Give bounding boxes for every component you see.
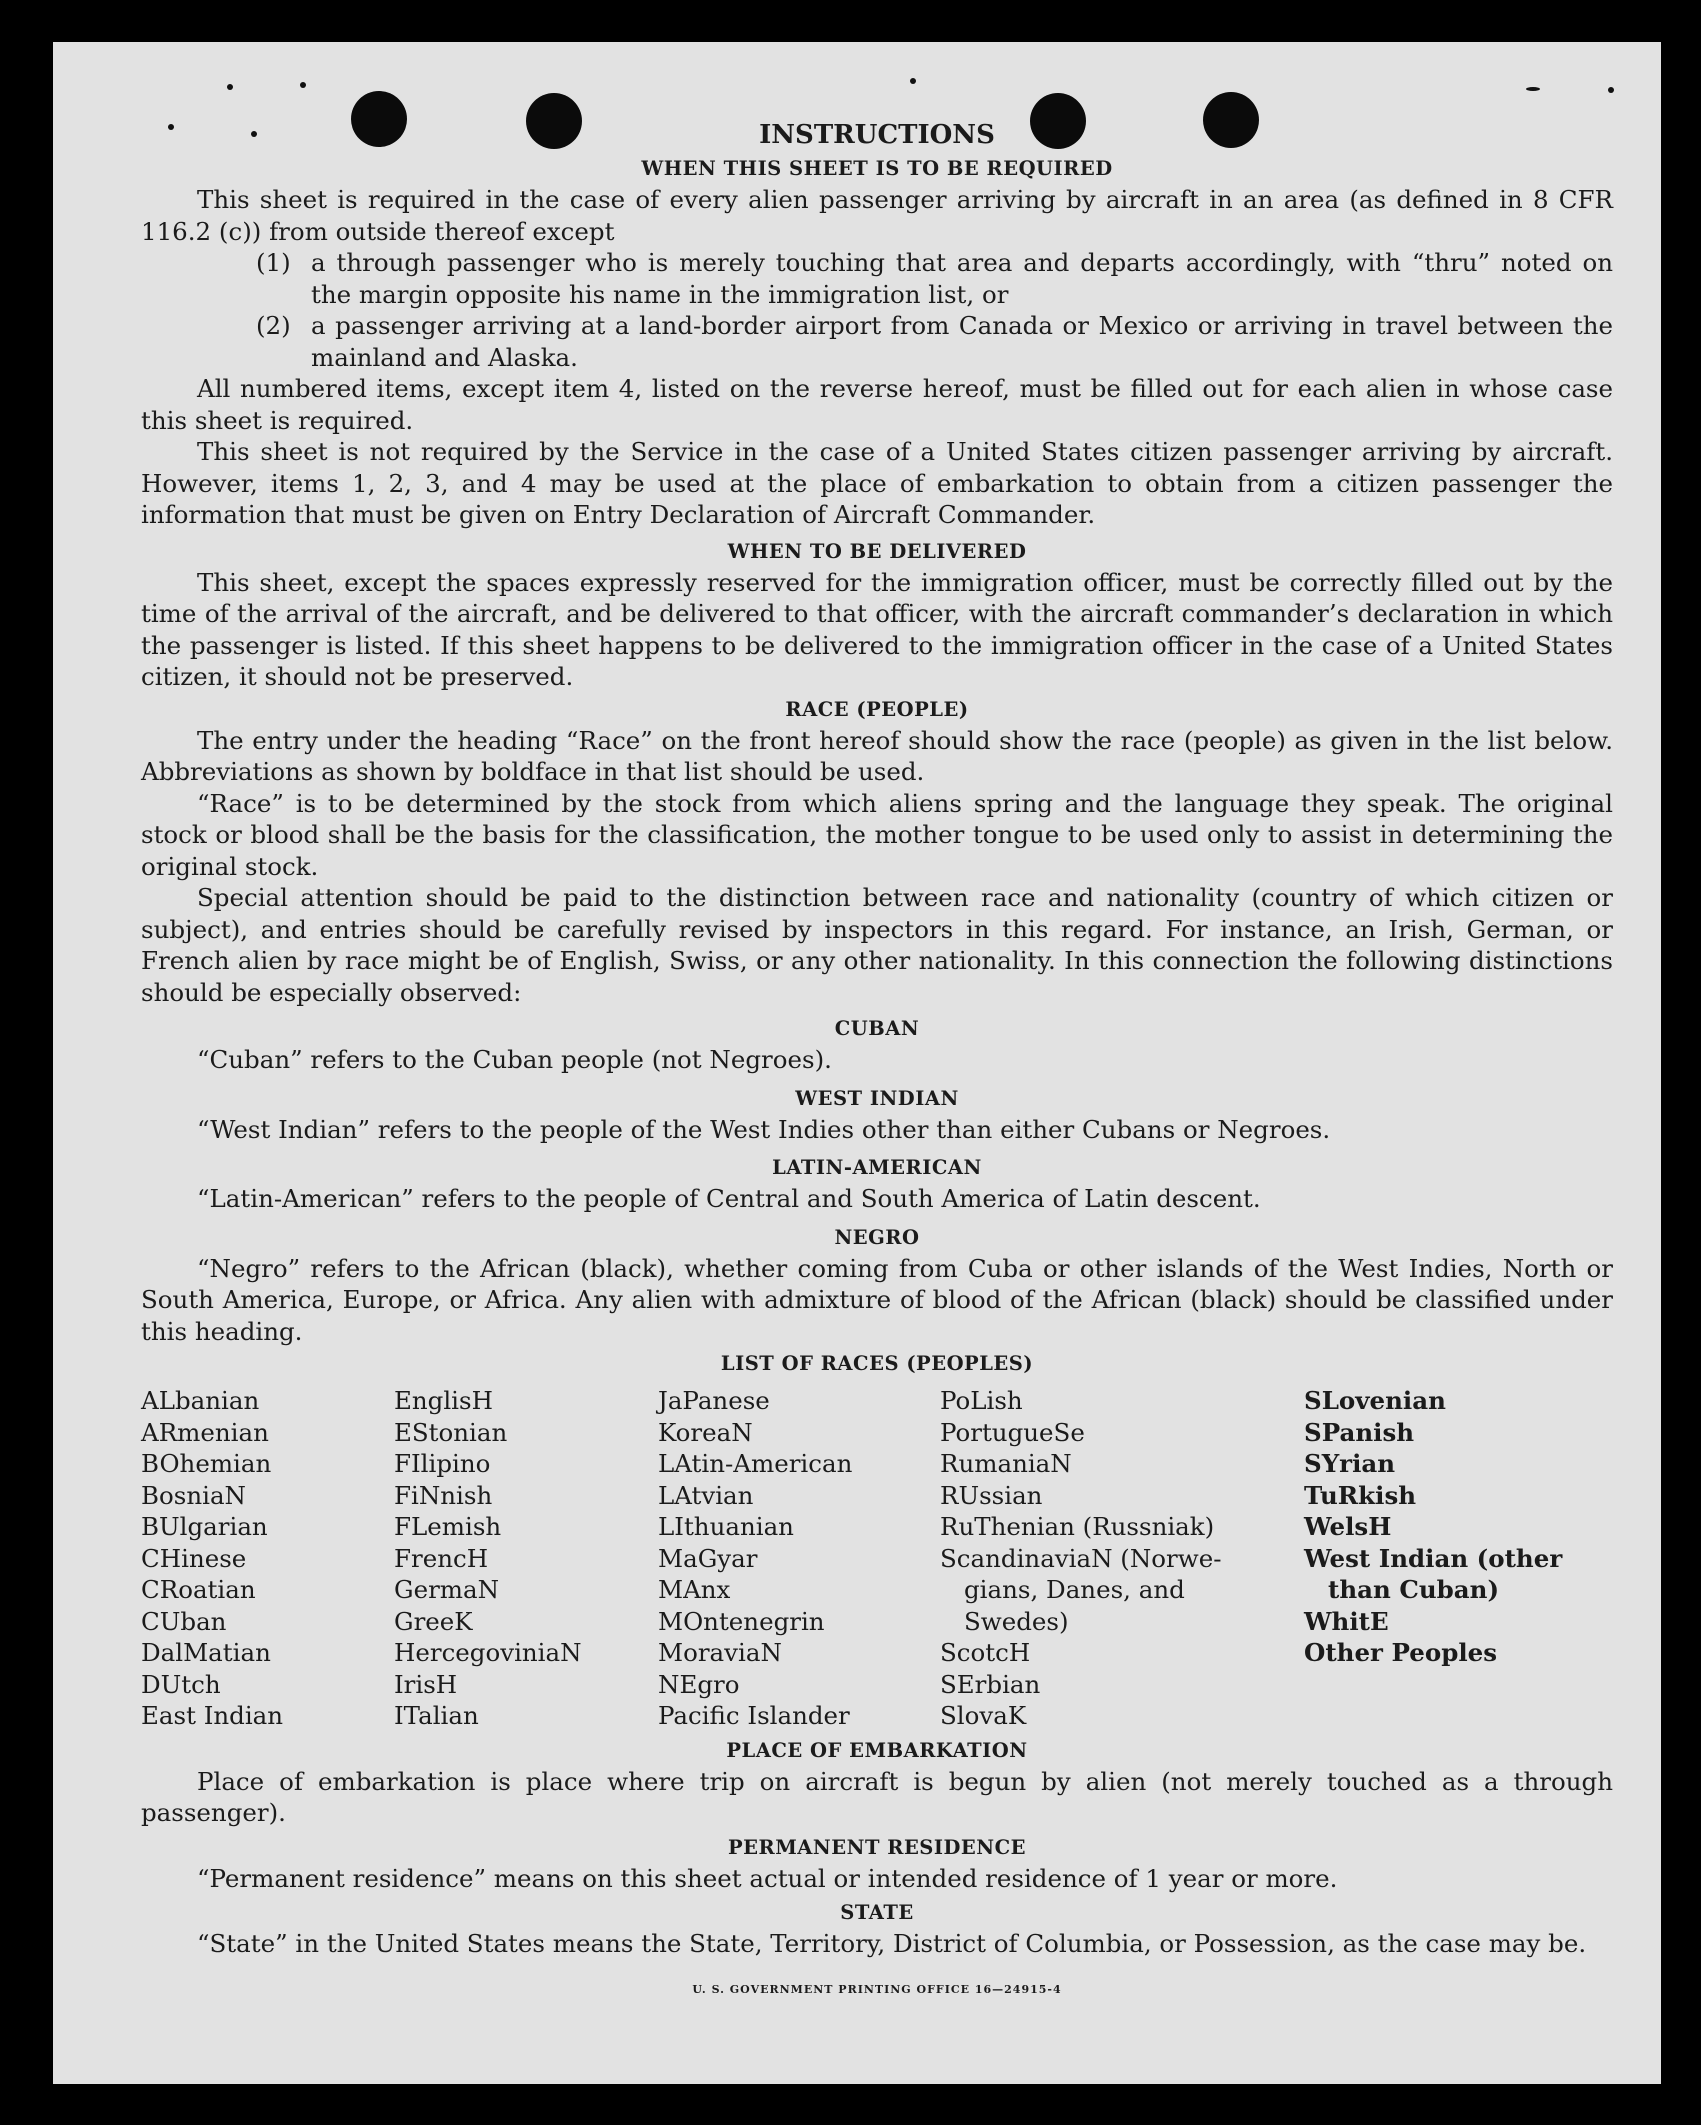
race-entry: LAtvian bbox=[658, 1480, 754, 1510]
race-entry: PoLish bbox=[940, 1386, 1023, 1415]
race-entry: ARmenian bbox=[141, 1417, 269, 1447]
race-entry: Other Peoples bbox=[1304, 1638, 1498, 1667]
race-entry: CUban bbox=[141, 1606, 227, 1636]
race-entry: MaGyar bbox=[658, 1543, 758, 1573]
latin-american-text: “Latin-American” refers to the people of Central and South America of Latin descent. bbox=[197, 1184, 1261, 1213]
race-entry: gians, Danes, and bbox=[964, 1575, 1185, 1604]
race-entry: FrencH bbox=[394, 1543, 489, 1573]
race-entry: FIlipino bbox=[394, 1449, 491, 1478]
heading-embarkation: PLACE OF EMBARKATION bbox=[726, 1738, 1028, 1762]
race-entry: CRoatian bbox=[141, 1575, 256, 1604]
heading-negro: NEGRO bbox=[834, 1225, 920, 1249]
race-entry: SLovenian bbox=[1304, 1386, 1446, 1415]
races-column-1 bbox=[141, 1385, 394, 1732]
race-entry: JaPanese bbox=[658, 1386, 770, 1415]
content bbox=[141, 118, 1613, 2005]
race-entry: Swedes) bbox=[964, 1606, 1069, 1636]
race-entry: BUlgarian bbox=[141, 1512, 268, 1541]
exception-item-1 bbox=[141, 247, 1613, 310]
west-indian-text: “West Indian” refers to the people of the West Indies other than either Cubans or Negroes. bbox=[197, 1114, 1331, 1144]
race-entry: RuThenian (Russniak) bbox=[940, 1512, 1215, 1541]
races-list bbox=[141, 1385, 1613, 1732]
page-title: INSTRUCTIONS bbox=[759, 120, 995, 150]
speck bbox=[1526, 87, 1540, 91]
residence-text: “Permanent residence” means on this sheet actual or intended residence of 1 year or more. bbox=[197, 1863, 1338, 1893]
heading-cuban: CUBAN bbox=[834, 1017, 920, 1040]
race-entry: GermaN bbox=[394, 1575, 500, 1604]
races-column-2 bbox=[394, 1385, 658, 1732]
required-para-2: All numbered items, except item 4, listed on the reverse hereof, must be filled out for each alien in whose case this sheet is required. bbox=[141, 374, 1613, 435]
race-entry: MOntenegrin bbox=[658, 1606, 825, 1636]
race-entry: ScotcH bbox=[940, 1638, 1031, 1667]
race-entry: EStonian bbox=[394, 1417, 508, 1447]
exception-text: a through passenger who is merely touching that area and departs accordingly, with “thru” noted on the margin opposite his name in the immigration list, or bbox=[311, 248, 1613, 309]
race-entry: SErbian bbox=[940, 1669, 1041, 1699]
heading-required: WHEN THIS SHEET IS TO BE REQUIRED bbox=[641, 157, 1113, 180]
heading-state: STATE bbox=[840, 1901, 914, 1924]
race-entry: LIthuanian bbox=[658, 1512, 794, 1541]
speck bbox=[300, 82, 306, 88]
heading-latin-american: LATIN-AMERICAN bbox=[772, 1156, 982, 1179]
races-column-5 bbox=[1304, 1385, 1604, 1732]
race-entry: LAtin-American bbox=[658, 1449, 853, 1478]
document-sheet bbox=[53, 42, 1661, 2084]
printing-office-footer: U. S. GOVERNMENT PRINTING OFFICE 16—24915-4 bbox=[692, 1982, 1062, 1996]
heading-west-indian: WEST INDIAN bbox=[795, 1086, 959, 1110]
races-column-4 bbox=[940, 1385, 1304, 1732]
race-entry: East Indian bbox=[141, 1701, 284, 1730]
exception-text: a passenger arriving at a land-border airport from Canada or Mexico or arriving in travel between the mainland and Alaska. bbox=[311, 311, 1613, 372]
race-entry: DUtch bbox=[141, 1669, 221, 1699]
required-para-3: This sheet is not required by the Service in the case of a United States citizen passenger arriving by aircraft. However, items 1, 2, 3, and 4 may be used at the place of embarkation to obtain from a citizen passenger the information that must be given on Entry Declaration of Aircraft Commander. bbox=[141, 437, 1613, 529]
cuban-text: “Cuban” refers to the Cuban people (not Negroes). bbox=[197, 1045, 832, 1074]
required-intro: This sheet is required in the case of every alien passenger arriving by aircraft in an area (as defined in 8 CFR 116.2 (c)) from outside thereof except bbox=[141, 185, 1613, 246]
race-entry: DalMatian bbox=[141, 1638, 271, 1667]
delivered-text: This sheet, except the spaces expressly reserved for the immigration officer, must be correctly filled out by the time of the arrival of the aircraft, and be delivered to that officer, with the aircraft commander’s declaration in which the passenger is listed. If this sheet happens to be delivered to the immigration officer in the case of a United States citizen, it should not be preserved. bbox=[141, 567, 1613, 691]
race-entry: than Cuban) bbox=[1328, 1575, 1500, 1604]
race-entry: WelsH bbox=[1304, 1512, 1392, 1541]
negro-text: “Negro” refers to the African (black), whether coming from Cuba or other islands of the West Indies, North or South America, Europe, or Africa. Any alien with admixture of blood of the African (black) should be classified under this heading. bbox=[141, 1253, 1613, 1346]
race-entry: RUssian bbox=[940, 1480, 1043, 1510]
race-para-1: The entry under the heading “Race” on the front hereof should show the race (people) as given in the list below. Abbreviations as shown by boldface in that list should be used. bbox=[141, 725, 1613, 786]
race-entry: ITalian bbox=[394, 1701, 479, 1730]
embarkation-text: Place of embarkation is place where trip on aircraft is begun by alien (not merely touched as a through passenger). bbox=[141, 1766, 1613, 1827]
race-entry: SYrian bbox=[1304, 1449, 1396, 1478]
race-entry: MoraviaN bbox=[658, 1638, 782, 1667]
race-entry: MAnx bbox=[658, 1575, 731, 1604]
heading-delivered: WHEN TO BE DELIVERED bbox=[727, 539, 1027, 563]
race-para-2: “Race” is to be determined by the stock from which aliens spring and the language they speak. The original stock or blood shall be the basis for the classification, the mother tongue to be used only to assist in determining the original stock. bbox=[141, 788, 1613, 881]
races-column-3 bbox=[658, 1385, 940, 1732]
speck bbox=[1608, 87, 1614, 93]
race-entry: KoreaN bbox=[658, 1417, 753, 1447]
race-entry: WhitE bbox=[1304, 1606, 1389, 1636]
race-entry: HercegoviniaN bbox=[394, 1638, 582, 1667]
race-entry: FLemish bbox=[394, 1512, 502, 1541]
exception-num: (2) bbox=[256, 311, 291, 340]
race-entry: BOhemian bbox=[141, 1449, 272, 1478]
race-entry: IrisH bbox=[394, 1669, 458, 1699]
state-text: “State” in the United States means the State, Territory, District of Columbia, or Possession, as the case may be. bbox=[197, 1929, 1587, 1958]
race-entry: SPanish bbox=[1304, 1417, 1415, 1447]
speck bbox=[910, 78, 916, 84]
race-entry: TuRkish bbox=[1304, 1480, 1417, 1510]
exception-item-2 bbox=[141, 310, 1613, 373]
heading-residence: PERMANENT RESIDENCE bbox=[727, 1835, 1026, 1859]
heading-race: RACE (PEOPLE) bbox=[785, 697, 969, 721]
race-entry: Pacific Islander bbox=[658, 1701, 850, 1730]
race-entry: CHinese bbox=[141, 1543, 247, 1573]
race-entry: EnglisH bbox=[394, 1386, 493, 1415]
race-entry: FiNnish bbox=[394, 1480, 493, 1510]
race-entry: GreeK bbox=[394, 1606, 473, 1636]
exception-num: (1) bbox=[256, 248, 291, 277]
race-entry: ScandinaviaN (Norwe- bbox=[940, 1543, 1222, 1573]
race-entry: SlovaK bbox=[940, 1701, 1027, 1730]
race-para-3: Special attention should be paid to the distinction between race and nationality (country of which citizen or subject), and entries should be carefully revised by inspectors in this regard. For instance, an Irish, German, or French alien by race might be of English, Swiss, or any other nationality. In this connection the following distinctions should be especially observed: bbox=[141, 883, 1613, 1007]
heading-races-list: LIST OF RACES (PEOPLES) bbox=[720, 1352, 1034, 1375]
race-entry: ALbanian bbox=[141, 1386, 260, 1415]
race-entry: BosniaN bbox=[141, 1480, 246, 1510]
race-entry: PortugueSe bbox=[940, 1417, 1085, 1447]
race-entry: West Indian (other bbox=[1304, 1543, 1563, 1573]
race-entry: RumaniaN bbox=[940, 1449, 1072, 1478]
race-entry: NEgro bbox=[658, 1669, 740, 1699]
speck bbox=[227, 84, 233, 90]
